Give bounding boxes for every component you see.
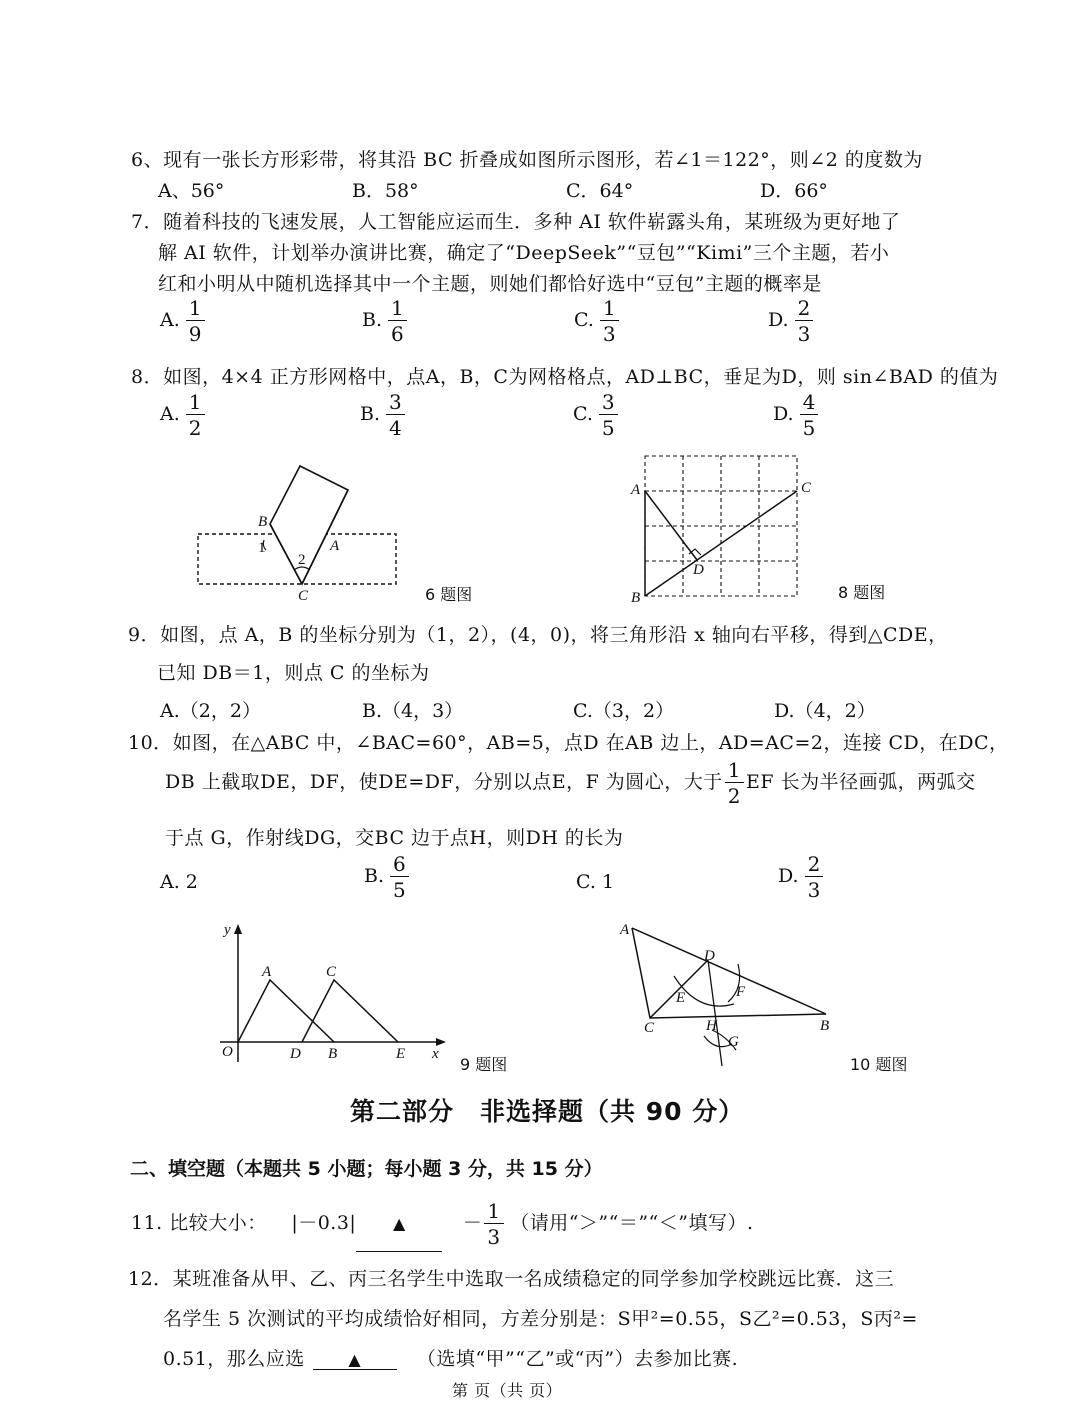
fig9-label-y: y (224, 922, 231, 938)
fig9-label-e: E (396, 1046, 406, 1062)
fig9-label-x: x (432, 1046, 439, 1062)
fig10-label-f: F (736, 984, 746, 1000)
q7-line-1: 7．随着科技的飞速发展，人工智能应运而生．多种 AI 软件崭露头角，某班级为更好地了 (131, 211, 901, 233)
fig6-label-a: A (330, 538, 340, 554)
q8-option-a: A. $\frac{1}{2}$ (160, 392, 205, 438)
fig6-label-c: C (298, 588, 309, 604)
q6-text: 6、现有一张长方形彩带，将其沿 BC 折叠成如图所示图形，若∠1＝122°，则∠2 的度数为 (131, 149, 923, 171)
fig8-caption: 8 题图 (838, 583, 886, 602)
fig6-caption: 6 题图 (425, 585, 473, 604)
fig10-caption: 10 题图 (850, 1055, 908, 1074)
q7-line-3: 红和小明从中随机选择其中一个主题，则她们都恰好选中“豆包”主题的概率是 (158, 273, 822, 295)
fig6-label-2: 2 (298, 552, 306, 568)
q9-option-b: B.（4，3） (362, 700, 464, 722)
q10-option-b: B. $\frac{6}{5}$ (364, 854, 409, 900)
q12-line-3: 0.51，那么应选 ▲ （选填“甲”“乙”或“丙”）去参加比赛. (163, 1348, 739, 1370)
q9-option-d: D.（4，2） (774, 700, 876, 722)
q12-answer-blank: ▲ (313, 1350, 397, 1370)
q11-line: 11. 比较大小： |－0.3| ▲ － $\frac{1}{3}$ （请用“＞”“＝”“＜”填写）. (131, 1196, 754, 1252)
fig9-label-b: B (328, 1046, 338, 1062)
q9-line-2: 已知 DB＝1，则点 C 的坐标为 (157, 662, 430, 684)
fig9-label-d: D (290, 1046, 301, 1062)
fig8-label-c: C (801, 480, 812, 496)
part2-title: 第二部分 非选择题（共 90 分） (350, 1097, 745, 1126)
fig9-label-o: O (222, 1044, 233, 1060)
q9-option-c: C.（3，2） (573, 700, 675, 722)
q6-option-d: D．66° (760, 180, 828, 202)
section2-heading: 二、填空题（本题共 5 小题；每小题 3 分，共 15 分） (130, 1158, 603, 1180)
fig10-label-c: C (644, 1020, 655, 1036)
q8-text: 8．如图，4×4 正方形网格中，点A，B，C为网格格点，AD⊥BC，垂足为D，则 sin∠BAD 的值为 (131, 366, 999, 388)
q7-option-b: B. $\frac{1}{6}$ (362, 298, 407, 344)
fig9-caption: 9 题图 (460, 1055, 508, 1074)
fig9-label-c: C (326, 964, 337, 980)
fig6-label-1: 1 (258, 540, 266, 556)
q11-answer-blank: ▲ (356, 1197, 442, 1252)
fig8-label-d: D (693, 562, 704, 578)
q7-option-c: C. $\frac{1}{3}$ (574, 298, 619, 344)
fig10-label-b: B (820, 1018, 830, 1034)
q9-line-1: 9．如图，点 A，B 的坐标分别为（1，2），(4，0)，将三角形沿 x 轴向右平移，得到△CDE， (128, 624, 948, 646)
fig10-label-g: G (728, 1034, 739, 1050)
q12-line-1: 12．某班准备从甲、乙、丙三名学生中选取一名成绩稳定的同学参加学校跳远比赛．这三 (128, 1268, 895, 1290)
q6-option-a: A、56° (158, 180, 225, 202)
q6-option-b: B．58° (352, 180, 419, 202)
q10-option-c: C. 1 (576, 871, 615, 893)
q7-option-d: D. $\frac{2}{3}$ (768, 298, 813, 344)
fig9-label-a: A (262, 964, 272, 980)
q10-line-2: DB 上截取DE，DF，使DE=DF，分别以点E，F 为圆心，大于 $\frac{1}{2}$ EF 长为半径画弧，两弧交 (165, 758, 976, 808)
q12-line-2: 名学生 5 次测试的平均成绩恰好相同，方差分别是：S甲²=0.55，S乙²=0.53，S丙²= (163, 1308, 918, 1330)
fig10-label-d: D (704, 948, 715, 964)
q10-line-1: 10．如图，在△ABC 中，∠BAC=60°，AB=5，点D 在AB 边上，AD=AC=2，连接 CD，在DC， (128, 732, 1009, 754)
q10-option-d: D. $\frac{2}{3}$ (778, 854, 823, 900)
fig6-folded-strip (270, 466, 348, 584)
page-footer: 第 页（共 页） (452, 1381, 563, 1400)
fig10-label-e: E (676, 990, 686, 1006)
q8-option-b: B. $\frac{3}{4}$ (360, 392, 405, 438)
figure-9 (212, 920, 462, 1070)
fig10-label-h: H (706, 1018, 717, 1034)
q10-line-3: 于点 G，作射线DG，交BC 边于点H，则DH 的长为 (165, 827, 624, 849)
fig6-label-b: B (258, 514, 268, 530)
figure-10 (612, 918, 842, 1068)
q7-line-2: 解 AI 软件，计划举办演讲比赛，确定了“DeepSeek”“豆包”“Kimi”三个主题，若小 (158, 242, 890, 264)
q6-option-c: C．64° (566, 180, 634, 202)
q8-option-c: C. $\frac{3}{5}$ (573, 392, 618, 438)
figure-8 (625, 448, 825, 608)
q8-option-d: D. $\frac{4}{5}$ (773, 392, 818, 438)
fig10-label-a: A (620, 922, 630, 938)
q7-option-a: A. $\frac{1}{9}$ (160, 298, 205, 344)
fig8-label-a: A (631, 482, 641, 498)
fig8-label-b: B (631, 590, 641, 606)
q10-option-a: A. 2 (160, 871, 198, 893)
q9-option-a: A.（2，2） (160, 700, 261, 722)
